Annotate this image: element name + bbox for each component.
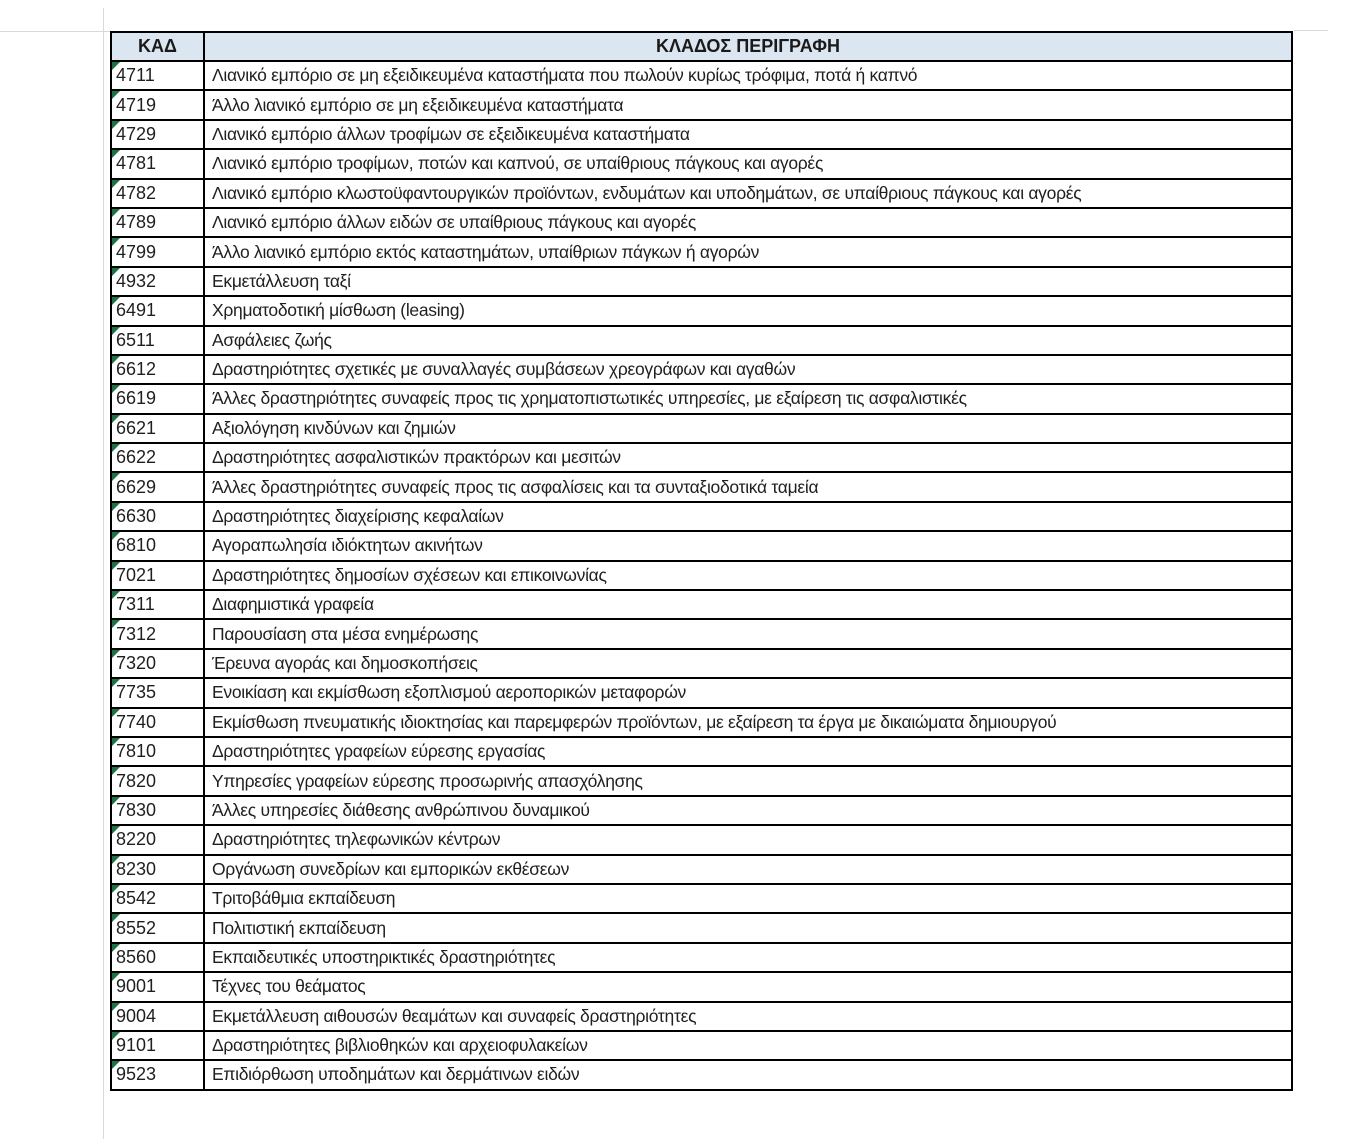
error-indicator-icon	[112, 650, 120, 658]
table-row	[111, 796, 1292, 825]
description-cell[interactable]	[204, 943, 1292, 972]
kad-description: Λιανικό εμπόριο άλλων τροφίμων σε εξειδικευμένα καταστήματα	[212, 123, 690, 144]
table-row	[111, 531, 1292, 560]
kad-code: 9523	[116, 1064, 157, 1085]
table-row	[111, 737, 1292, 766]
kad-code: 7830	[116, 799, 157, 820]
kad-description: Ενοικίαση και εκμίσθωση εξοπλισμού αεροπορικών μεταφορών	[212, 682, 687, 703]
error-indicator-icon	[112, 679, 120, 687]
table-row	[111, 766, 1292, 795]
kad-description: Τριτοβάθμια εκπαίδευση	[212, 888, 396, 909]
kad-code: 4719	[116, 94, 157, 115]
error-indicator-icon	[112, 268, 120, 276]
table-row	[111, 208, 1292, 237]
table-row	[111, 855, 1292, 884]
kad-cell[interactable]	[111, 708, 204, 737]
description-cell[interactable]	[204, 708, 1292, 737]
description-cell[interactable]	[204, 237, 1292, 266]
error-indicator-icon	[112, 62, 120, 70]
header-row	[111, 32, 1292, 61]
table-row	[111, 61, 1292, 90]
kad-code: 6629	[116, 476, 157, 497]
gridline-horizontal-right	[1294, 30, 1328, 31]
error-indicator-icon	[112, 238, 120, 246]
description-cell[interactable]	[204, 414, 1292, 443]
description-cell[interactable]	[204, 766, 1292, 795]
kad-description: Επιδιόρθωση υποδημάτων και δερμάτινων ειδών	[212, 1064, 580, 1085]
error-indicator-icon	[112, 1032, 120, 1040]
table-row	[111, 708, 1292, 737]
description-cell[interactable]	[204, 296, 1292, 325]
table-row	[111, 678, 1292, 707]
error-indicator-icon	[112, 297, 120, 305]
table-row	[111, 649, 1292, 678]
kad-code: 4782	[116, 182, 157, 203]
kad-code: 7021	[116, 564, 157, 585]
error-indicator-icon	[112, 1061, 120, 1069]
kad-description: Έρευνα αγοράς και δημοσκοπήσεις	[212, 653, 478, 673]
kad-cell[interactable]	[111, 737, 204, 766]
kad-cell[interactable]	[111, 913, 204, 942]
kad-cell[interactable]	[111, 649, 204, 678]
kad-cell[interactable]	[111, 825, 204, 854]
kad-cell[interactable]	[111, 766, 204, 795]
kad-description: Τέχνες του θεάματος	[212, 976, 366, 997]
error-indicator-icon	[112, 562, 120, 570]
description-cell[interactable]	[204, 825, 1292, 854]
description-cell[interactable]	[204, 179, 1292, 208]
kad-description: Δραστηριότητες δημοσίων σχέσεων και επικοινωνίας	[212, 564, 607, 585]
error-indicator-icon	[112, 591, 120, 599]
error-indicator-icon	[112, 826, 120, 834]
kad-code: 9001	[116, 976, 157, 997]
table-row	[111, 237, 1292, 266]
kad-cell[interactable]	[111, 1031, 204, 1060]
kad-code: 4789	[116, 212, 157, 233]
description-cell[interactable]	[204, 90, 1292, 119]
table-row	[111, 472, 1292, 501]
gridline-horizontal-left	[0, 31, 110, 32]
table-row	[111, 443, 1292, 472]
kad-code: 6612	[116, 359, 157, 380]
table-row	[111, 972, 1292, 1001]
kad-code: 8560	[116, 946, 157, 967]
kad-cell[interactable]	[111, 1002, 204, 1031]
table-row	[111, 1060, 1292, 1089]
kad-code: 7740	[116, 711, 157, 732]
table-row	[111, 825, 1292, 854]
error-indicator-icon	[112, 856, 120, 864]
kad-code: 6630	[116, 506, 157, 527]
description-cell[interactable]	[204, 855, 1292, 884]
error-indicator-icon	[112, 973, 120, 981]
error-indicator-icon	[112, 738, 120, 746]
description-cell[interactable]	[204, 884, 1292, 913]
kad-description: Παρουσίαση στα μέσα ενημέρωσης	[212, 623, 479, 644]
column-header-kad[interactable]: ΚΑΔ	[111, 32, 204, 61]
error-indicator-icon	[112, 180, 120, 188]
table-row	[111, 561, 1292, 590]
description-cell[interactable]	[204, 355, 1292, 384]
kad-cell[interactable]	[111, 120, 204, 149]
kad-code: 6810	[116, 535, 157, 556]
kad-description: Άλλες δραστηριότητες συναφείς προς τις ασφαλίσεις και τα συνταξιοδοτικά ταμεία	[212, 476, 819, 497]
table-row	[111, 296, 1292, 325]
error-indicator-icon	[112, 121, 120, 129]
error-indicator-icon	[112, 415, 120, 423]
kad-cell[interactable]	[111, 384, 204, 413]
kad-code: 4781	[116, 153, 157, 174]
error-indicator-icon	[112, 385, 120, 393]
error-indicator-icon	[112, 503, 120, 511]
kad-cell[interactable]	[111, 237, 204, 266]
error-indicator-icon	[112, 444, 120, 452]
kad-cell[interactable]	[111, 561, 204, 590]
description-cell[interactable]	[204, 472, 1292, 501]
kad-cell[interactable]	[111, 414, 204, 443]
kad-code: 7311	[116, 594, 155, 615]
description-cell[interactable]	[204, 443, 1292, 472]
kad-cell[interactable]	[111, 855, 204, 884]
error-indicator-icon	[112, 767, 120, 775]
description-cell[interactable]	[204, 61, 1292, 90]
error-indicator-icon	[112, 620, 120, 628]
kad-cell[interactable]	[111, 678, 204, 707]
gridline-vertical	[103, 8, 104, 1139]
kad-code: 7735	[116, 682, 157, 703]
table-row	[111, 590, 1292, 619]
kad-cell[interactable]	[111, 884, 204, 913]
kad-cell[interactable]	[111, 502, 204, 531]
error-indicator-icon	[112, 885, 120, 893]
kad-description: Αξιολόγηση κινδύνων και ζημιών	[212, 417, 456, 438]
table-row	[111, 355, 1292, 384]
kad-description: Δραστηριότητες βιβλιοθηκών και αρχειοφυλακείων	[212, 1035, 588, 1056]
kad-code: 6622	[116, 447, 157, 468]
description-cell[interactable]	[204, 149, 1292, 178]
kad-code: 9004	[116, 1005, 157, 1026]
column-header-description[interactable]: ΚΛΑΔΟΣ ΠΕΡΙΓΡΑΦΗ	[204, 32, 1292, 61]
kad-description: Αγοραπωλησία ιδιόκτητων ακινήτων	[212, 535, 483, 556]
kad-cell[interactable]	[111, 590, 204, 619]
kad-code: 7820	[116, 770, 157, 791]
error-indicator-icon	[112, 709, 120, 717]
table-row	[111, 90, 1292, 119]
kad-description: Δραστηριότητες γραφείων εύρεσης εργασίας	[212, 741, 546, 762]
error-indicator-icon	[112, 1003, 120, 1011]
kad-description: Πολιτιστική εκπαίδευση	[212, 917, 386, 938]
kad-cell[interactable]	[111, 61, 204, 90]
kad-description: Λιανικό εμπόριο σε μη εξειδικευμένα καταστήματα που πωλούν κυρίως τρόφιμα, ποτά ή καπνό	[212, 65, 918, 86]
description-cell[interactable]	[204, 737, 1292, 766]
description-cell[interactable]	[204, 619, 1292, 648]
kad-description: Λιανικό εμπόριο τροφίμων, ποτών και καπνού, σε υπαίθριους πάγκους και αγορές	[212, 153, 824, 174]
kad-code: 6491	[116, 300, 157, 321]
table-row	[111, 149, 1292, 178]
kad-cell[interactable]	[111, 943, 204, 972]
error-indicator-icon	[112, 532, 120, 540]
error-indicator-icon	[112, 356, 120, 364]
kad-code: 7312	[116, 623, 157, 644]
table-row	[111, 414, 1292, 443]
error-indicator-icon	[112, 91, 120, 99]
table-row	[111, 326, 1292, 355]
table-row	[111, 943, 1292, 972]
kad-description: Υπηρεσίες γραφείων εύρεσης προσωρινής απασχόλησης	[212, 770, 643, 791]
description-cell[interactable]	[204, 267, 1292, 296]
kad-description: Λιανικό εμπόριο άλλων ειδών σε υπαίθριους πάγκους και αγορές	[212, 212, 696, 233]
kad-cell[interactable]	[111, 619, 204, 648]
kad-description: Δραστηριότητες σχετικές με συναλλαγές συμβάσεων χρεογράφων και αγαθών	[212, 359, 796, 380]
table-row	[111, 619, 1292, 648]
kad-code: 8230	[116, 858, 157, 879]
kad-code: 7320	[116, 653, 157, 673]
kad-code: 8220	[116, 829, 157, 850]
description-cell[interactable]	[204, 326, 1292, 355]
table-row	[111, 384, 1292, 413]
description-cell[interactable]	[204, 208, 1292, 237]
description-cell[interactable]	[204, 649, 1292, 678]
table-row	[111, 179, 1292, 208]
description-cell[interactable]	[204, 384, 1292, 413]
kad-code: 8552	[116, 917, 157, 938]
kad-cell[interactable]	[111, 531, 204, 560]
kad-description: Άλλες υπηρεσίες διάθεσης ανθρώπινου δυναμικού	[212, 799, 590, 820]
kad-table	[110, 31, 1293, 1091]
description-cell[interactable]	[204, 502, 1292, 531]
kad-description: Ασφάλειες ζωής	[212, 329, 332, 350]
kad-cell[interactable]	[111, 267, 204, 296]
kad-code: 6511	[116, 329, 155, 350]
kad-code: 4711	[116, 65, 155, 86]
kad-description: Λιανικό εμπόριο κλωστοϋφαντουργικών προϊόντων, ενδυμάτων και υποδημάτων, σε υπαίθριους πάγκους και αγορές	[212, 182, 1082, 203]
table-row	[111, 120, 1292, 149]
kad-code: 6619	[116, 388, 157, 409]
kad-cell[interactable]	[111, 443, 204, 472]
kad-cell[interactable]	[111, 1060, 204, 1089]
kad-description: Δραστηριότητες τηλεφωνικών κέντρων	[212, 829, 501, 850]
description-cell[interactable]	[204, 561, 1292, 590]
kad-cell[interactable]	[111, 472, 204, 501]
kad-description: Άλλες δραστηριότητες συναφείς προς τις χρηματοπιστωτικές υπηρεσίες, με εξαίρεση τις ασφαλιστικές	[212, 388, 967, 409]
description-cell[interactable]	[204, 120, 1292, 149]
kad-description: Εκμετάλλευση αιθουσών θεαμάτων και συναφείς δραστηριότητες	[212, 1005, 697, 1026]
table-row	[111, 1031, 1292, 1060]
description-cell[interactable]	[204, 678, 1292, 707]
description-cell[interactable]	[204, 1060, 1292, 1089]
kad-code: 8542	[116, 888, 157, 909]
kad-code: 7810	[116, 741, 157, 762]
description-cell[interactable]	[204, 972, 1292, 1001]
kad-code: 6621	[116, 417, 157, 438]
kad-description: Εκμίσθωση πνευματικής ιδιοκτησίας και παρεμφερών προϊόντων, με εξαίρεση τα έργα με δικαιώματα δημιουργού	[212, 711, 1057, 732]
kad-cell[interactable]	[111, 149, 204, 178]
table-row	[111, 913, 1292, 942]
kad-cell[interactable]	[111, 90, 204, 119]
kad-code: 4729	[116, 123, 157, 144]
table-row	[111, 884, 1292, 913]
kad-description: Οργάνωση συνεδρίων και εμπορικών εκθέσεων	[212, 858, 570, 879]
error-indicator-icon	[112, 327, 120, 335]
kad-code: 4932	[116, 270, 157, 291]
description-cell[interactable]	[204, 531, 1292, 560]
description-cell[interactable]	[204, 796, 1292, 825]
kad-cell[interactable]	[111, 796, 204, 825]
kad-description: Χρηματοδοτική μίσθωση (leasing)	[212, 300, 465, 321]
kad-description: Εκπαιδευτικές υποστηρικτικές δραστηριότητες	[212, 946, 556, 967]
kad-code: 9101	[116, 1035, 157, 1056]
table-row	[111, 502, 1292, 531]
kad-cell[interactable]	[111, 208, 204, 237]
error-indicator-icon	[112, 797, 120, 805]
kad-description: Διαφημιστικά γραφεία	[212, 594, 374, 615]
kad-cell[interactable]	[111, 326, 204, 355]
kad-cell[interactable]	[111, 296, 204, 325]
error-indicator-icon	[112, 473, 120, 481]
table-row	[111, 267, 1292, 296]
kad-cell[interactable]	[111, 355, 204, 384]
table-row	[111, 1002, 1292, 1031]
kad-cell[interactable]	[111, 179, 204, 208]
description-cell[interactable]	[204, 1031, 1292, 1060]
description-cell[interactable]	[204, 1002, 1292, 1031]
error-indicator-icon	[112, 944, 120, 952]
kad-description: Δραστηριότητες ασφαλιστικών πρακτόρων και μεσιτών	[212, 447, 621, 468]
description-cell[interactable]	[204, 590, 1292, 619]
kad-code: 4799	[116, 241, 157, 262]
kad-description: Δραστηριότητες διαχείρισης κεφαλαίων	[212, 506, 504, 527]
kad-description: Άλλο λιανικό εμπόριο σε μη εξειδικευμένα καταστήματα	[212, 94, 624, 115]
kad-description: Άλλο λιανικό εμπόριο εκτός καταστημάτων, υπαίθριων πάγκων ή αγορών	[212, 241, 760, 262]
kad-description: Εκμετάλλευση ταξί	[212, 270, 351, 291]
error-indicator-icon	[112, 150, 120, 158]
error-indicator-icon	[112, 209, 120, 217]
description-cell[interactable]	[204, 913, 1292, 942]
error-indicator-icon	[112, 914, 120, 922]
kad-cell[interactable]	[111, 972, 204, 1001]
